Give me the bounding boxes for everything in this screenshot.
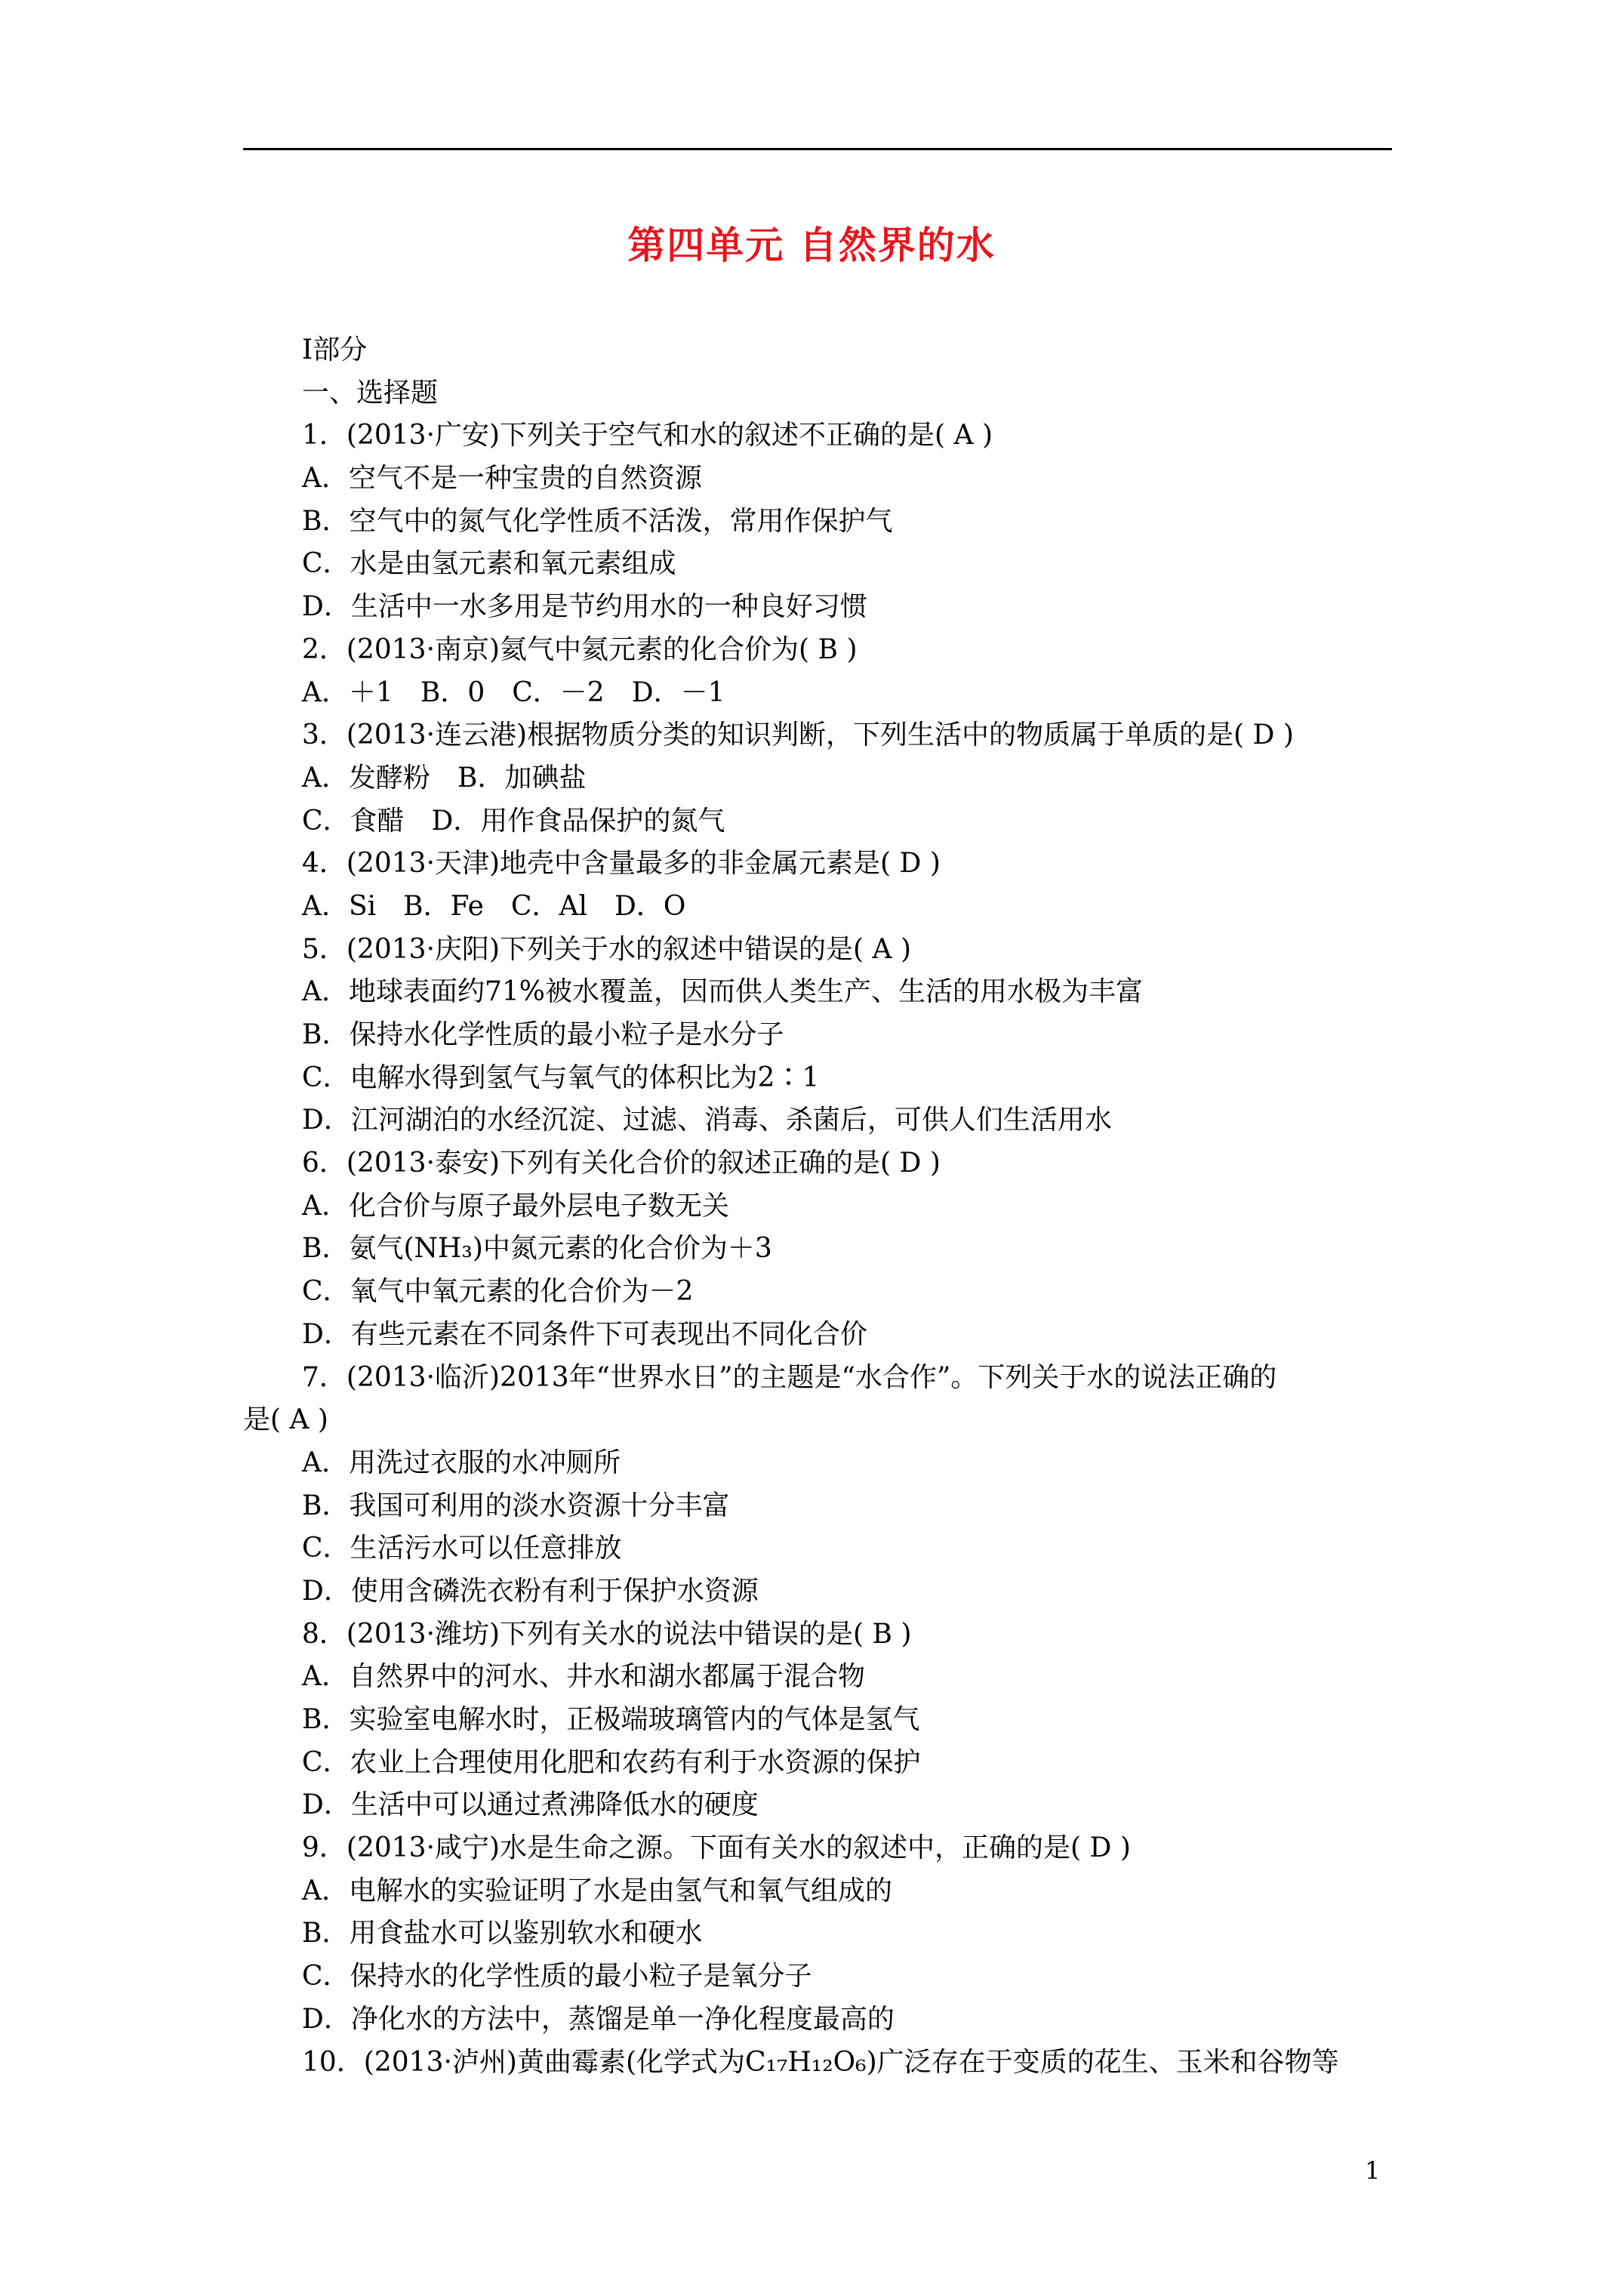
question-stem: 5．(2013·庆阳)下列关于水的叙述中错误的是( A )	[302, 933, 912, 965]
question-stem: 9．(2013·咸宁)水是生命之源。下面有关水的叙述中，正确的是( D )	[302, 1832, 1131, 1864]
option: A．＋1 B．0 C．－2 D．－1	[302, 676, 725, 708]
option: A．用洗过衣服的水冲厕所	[302, 1447, 621, 1478]
page-title: 第四单元 自然界的水	[627, 223, 996, 267]
option: A．化合价与原子最外层电子数无关	[302, 1190, 729, 1222]
option: B．空气中的氮气化学性质不活泼，常用作保护气	[302, 505, 893, 537]
question-stem: 6．(2013·泰安)下列有关化合价的叙述正确的是( D )	[302, 1148, 941, 1179]
option: B．实验室电解水时，正极端玻璃管内的气体是氢气	[302, 1704, 920, 1735]
question-stem: 8．(2013·潍坊)下列有关水的说法中错误的是( B )	[302, 1618, 912, 1650]
option: B．氨气(NH₃)中氮元素的化合价为＋3	[302, 1233, 772, 1265]
question-stem: 4．(2013·天津)地壳中含量最多的非金属元素是( D )	[302, 848, 941, 880]
section-heading: 一、选择题	[302, 377, 439, 408]
option: A．自然界中的河水、井水和湖水都属于混合物	[302, 1661, 865, 1693]
document-body	[243, 329, 1393, 2084]
question-stem: 1．(2013·广安)下列关于空气和水的叙述不正确的是( A )	[302, 420, 993, 451]
option: D．生活中一水多用是节约用水的一种良好习惯	[302, 591, 867, 623]
option: D．净化水的方法中，蒸馏是单一净化程度最高的	[302, 2003, 895, 2035]
option: C．水是由氢元素和氧元素组成	[302, 548, 676, 580]
option: A．地球表面约71%被水覆盖，因而供人类生产、生活的用水极为丰富	[302, 976, 1144, 1008]
option: A．空气不是一种宝贵的自然资源	[302, 463, 702, 495]
question-stem: 3．(2013·连云港)根据物质分类的知识判断，下列生活中的物质属于单质的是( D )	[302, 720, 1294, 751]
option: B．我国可利用的淡水资源十分丰富	[302, 1490, 730, 1521]
option: C．保持水的化学性质的最小粒子是氧分子	[302, 1961, 812, 1992]
option: C．农业上合理使用化肥和农药有利于水资源的保护	[302, 1746, 921, 1778]
option: D．江河湖泊的水经沉淀、过滤、消毒、杀菌后，可供人们生活用水	[302, 1105, 1112, 1136]
option: D．有些元素在不同条件下可表现出不同化合价	[302, 1318, 867, 1350]
section-label: Ⅰ部分	[302, 334, 368, 365]
option: B．保持水化学性质的最小粒子是水分子	[302, 1019, 784, 1050]
option: D．生活中可以通过煮沸降低水的硬度	[302, 1789, 759, 1821]
question-stem: 10．(2013·泸州)黄曲霉素(化学式为C₁₇H₁₂O₆)广泛存在于变质的花生、玉米和谷物等	[302, 2046, 1339, 2078]
option: A．电解水的实验证明了水是由氢气和氧气组成的	[302, 1875, 892, 1906]
option: C．电解水得到氢气与氧气的体积比为2∶1	[302, 1062, 820, 1093]
option: B．用食盐水可以鉴别软水和硬水	[302, 1918, 703, 1949]
option: A．Si B．Fe C．Al D．O	[302, 890, 686, 922]
option: A．发酵粉 B．加碘盐	[302, 762, 587, 794]
question-stem-continuation: 是( A )	[243, 1404, 328, 1436]
option: C．生活污水可以任意排放	[302, 1533, 622, 1564]
page-number: 1	[1365, 2156, 1381, 2185]
option: C．食醋 D．用作食品保护的氮气	[302, 805, 725, 837]
question-stem: 2．(2013·南京)氦气中氦元素的化合价为( B )	[302, 633, 858, 665]
header-rule	[243, 148, 1392, 150]
option: C．氧气中氧元素的化合价为－2	[302, 1276, 694, 1308]
option: D．使用含磷洗衣粉有利于保护水资源	[302, 1575, 759, 1607]
question-stem: 7．(2013·临沂)2013年“世界水日”的主题是“水合作”。下列关于水的说法正确的	[302, 1361, 1277, 1393]
